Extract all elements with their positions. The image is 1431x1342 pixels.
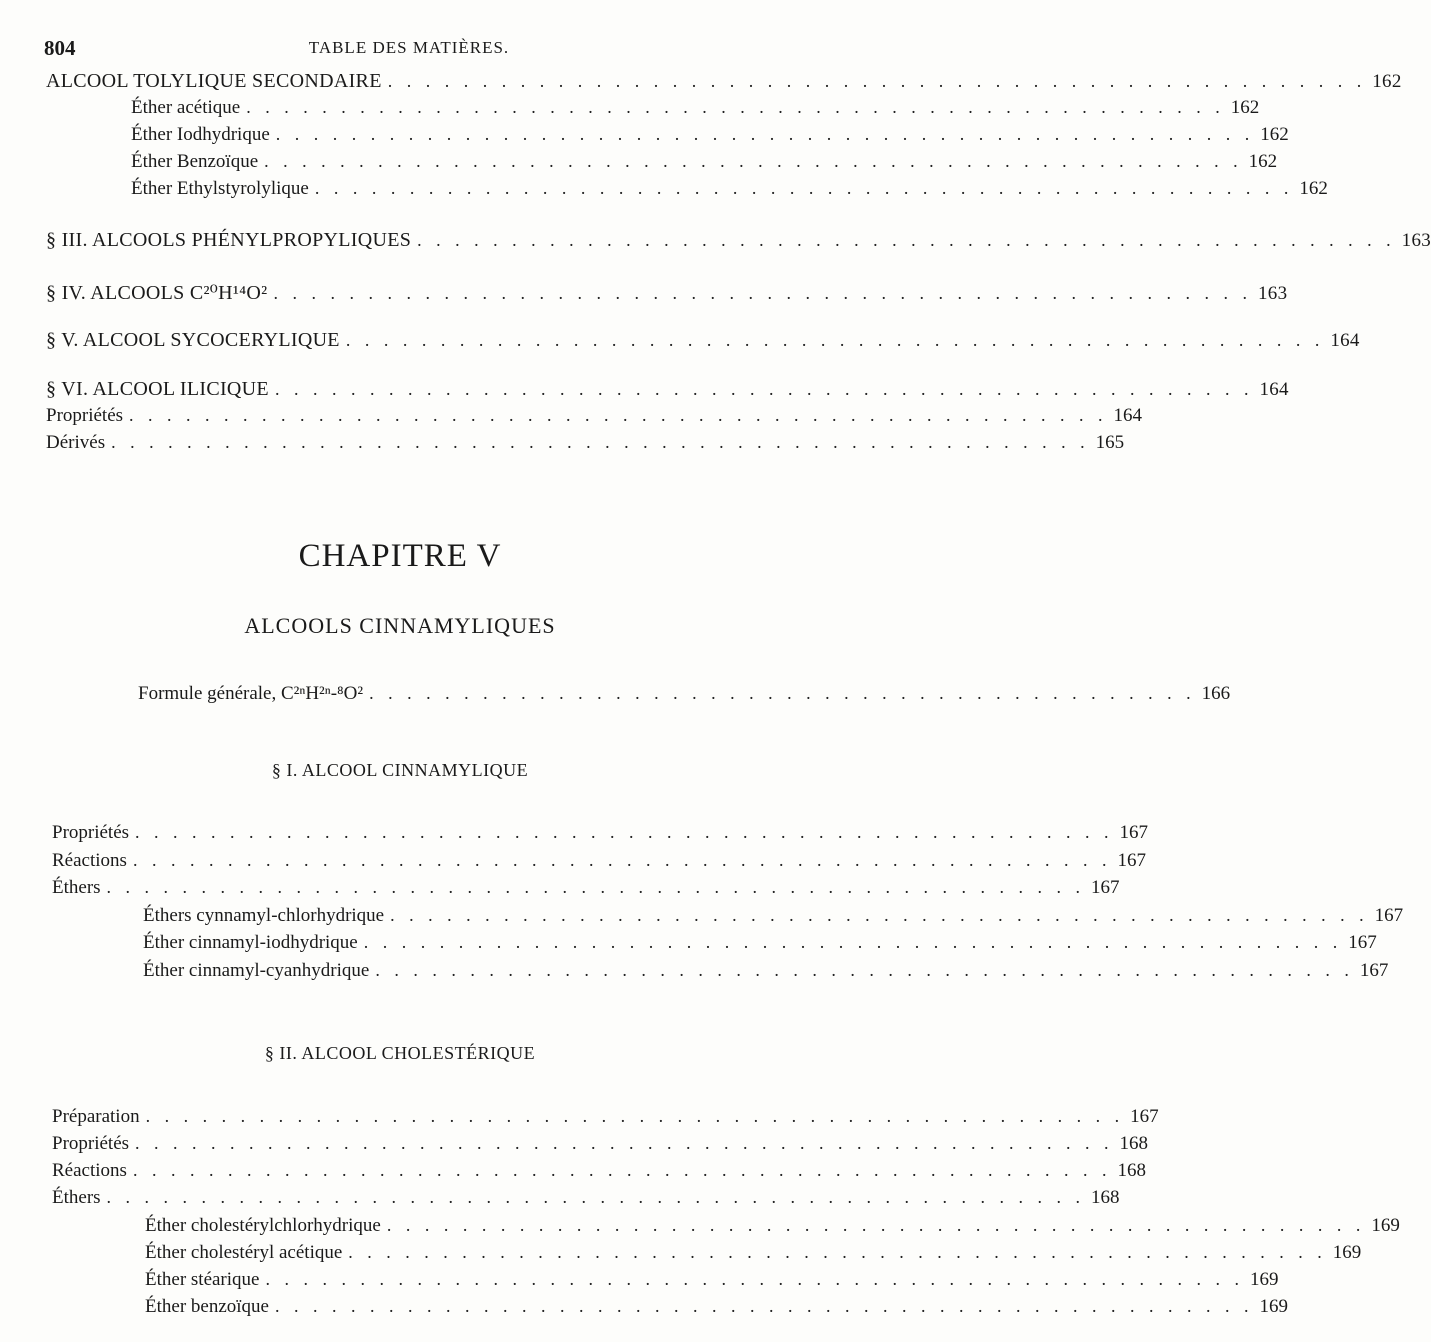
toc-entry-label: Réactions xyxy=(52,1160,127,1181)
toc-entry xyxy=(131,124,1289,152)
toc-entry xyxy=(52,877,1120,905)
toc-section xyxy=(46,378,1289,406)
leader-dots: . . . . . . . . . . . . . . . . . . . . . . . . . . . . . . . . . . . . . . . . . . . . . . . . . . . . xyxy=(264,151,1243,171)
leader-dots: . . . . . . . . . . . . . . . . . . . . . . . . . . . . . . . . . . . . . . . . . . . . . . . . . . . . xyxy=(135,1133,1114,1153)
leader-dots: . . . . . . . . . . . . . . . . . . . . . . . . . . . . . . . . . . . . . . . . . . . . . . . . . . . . xyxy=(145,1106,1125,1126)
toc-entry-page: 162 xyxy=(1230,97,1260,118)
formula-label: Formule générale, C²ⁿH²ⁿ-⁸O² xyxy=(138,683,364,704)
leader-dots: . . . . . . . . . . . . . . . . . . . . . . . . . . . . . . . . . . . . . . . . . . . . . . . . . . . . xyxy=(135,822,1114,842)
toc-entry-label: Éthers xyxy=(52,1187,101,1208)
toc-entry xyxy=(52,1187,1120,1215)
toc-entry-page: 162 xyxy=(1260,124,1289,145)
toc-entry-label: Éther Benzoïque xyxy=(131,151,259,172)
leader-dots: . . . . . . . . . . . . . . . . . . . . . . . . . . . . . . . . . . . . . . . . . . . . . . . . . . . . xyxy=(106,1187,1086,1207)
formula-page: 166 xyxy=(1201,683,1231,704)
toc-entry-page: 167 xyxy=(1374,905,1404,926)
chapter-title: CHAPITRE V xyxy=(298,538,502,574)
page-number: 804 xyxy=(44,36,76,60)
leader-dots: . . . . . . . . . . . . . . . . . . . . . . . . . . . . . . . . . . . . . . . . . . . . . . . . . . . . xyxy=(314,178,1294,198)
leader-dots: . . . . . . . . . . . . . . . . . . . . . . . . . . . . . . . . . . . . . . . . . . . . . . . . . . . . xyxy=(273,283,1252,303)
toc-entry xyxy=(145,1215,1400,1243)
chapter-subtitle: ALCOOLS CINNAMYLIQUES xyxy=(244,613,556,638)
leader-dots: . . . . . . . . . . . . . . . . . . . . . . . . . . . . . . . . . . . . . . . . . . . . . . . . . . . . xyxy=(386,1215,1366,1235)
toc-entry-page: 167 xyxy=(1348,932,1377,953)
toc-entry-label: Éthers cynnamyl-chlorhydrique xyxy=(143,905,385,926)
toc-entry xyxy=(131,97,1260,125)
leader-dots: . . . . . . . . . . . . . . . . . . . . . . . . . . . . . . . . . . . . . . . . . . . . xyxy=(369,683,1196,703)
toc-entry-label: Réactions xyxy=(52,850,127,871)
leader-dots: . . . . . . . . . . . . . . . . . . . . . . . . . . . . . . . . . . . . . . . . . . . . . . . . . . . . xyxy=(345,330,1325,350)
leader-dots: . . . . . . . . . . . . . . . . . . . . . . . . . . . . . . . . . . . . . . . . . . . . . . . . . . . . xyxy=(132,850,1112,870)
section-heading: § II. ALCOOL CHOLESTÉRIQUE xyxy=(264,1043,536,1063)
toc-section-label: § VI. ALCOOL ILICIQUE xyxy=(46,378,269,400)
toc-section-label: § V. ALCOOL SYCOCERYLIQUE xyxy=(46,329,340,351)
toc-entry-label: Éther cinnamyl-cyanhydrique xyxy=(143,960,370,981)
toc-section-label: § III. ALCOOLS PHÉNYLPROPYLIQUES xyxy=(46,229,412,251)
toc-entry-page: 169 xyxy=(1371,1215,1400,1236)
toc-section xyxy=(46,280,1288,308)
toc-entry-page: 162 xyxy=(1372,71,1402,92)
toc-entry-label: Propriétés xyxy=(52,822,130,843)
toc-entry-label: Éther stéarique xyxy=(145,1269,260,1290)
toc-section xyxy=(46,229,1431,257)
page-header xyxy=(44,36,774,66)
running-title: TABLE DES MATIÈRES. xyxy=(308,38,510,57)
toc-section-page: 164 xyxy=(1259,379,1289,400)
toc-entry-label: Propriétés xyxy=(46,405,124,426)
leader-dots: . . . . . . . . . . . . . . . . . . . . . . . . . . . . . . . . . . . . . . . . . . . . . . . . . . . . xyxy=(348,1242,1327,1262)
toc-entry xyxy=(52,1160,1146,1188)
leader-dots: . . . . . . . . . . . . . . . . . . . . . . . . . . . . . . . . . . . . . . . . . . . . . . . . . . . . xyxy=(129,405,1108,425)
toc-entry-page: 167 xyxy=(1359,960,1389,981)
leader-dots: . . . . . . . . . . . . . . . . . . . . . . . . . . . . . . . . . . . . . . . . . . . . . . . . . . . . xyxy=(274,379,1254,399)
toc-entry-page: 167 xyxy=(1091,877,1120,898)
toc-section xyxy=(46,329,1360,357)
toc-entry-label: Éther acétique xyxy=(131,97,241,118)
toc-entry-page: 165 xyxy=(1095,432,1125,453)
toc-entry-label: Éther cholestéryl acétique xyxy=(145,1242,343,1263)
toc-entry-label: Propriétés xyxy=(52,1133,130,1154)
toc-entry-page: 164 xyxy=(1113,405,1143,426)
toc-entry-page: 169 xyxy=(1249,1269,1279,1290)
toc-entry-label: Éther cinnamyl-iodhydrique xyxy=(143,932,358,953)
toc-entry-label: ALCOOL TOLYLIQUE SECONDAIRE xyxy=(46,70,382,92)
toc-entry-page: 162 xyxy=(1299,178,1328,199)
leader-dots: . . . . . . . . . . . . . . . . . . . . . . . . . . . . . . . . . . . . . . . . . . . . . . . . . . . . xyxy=(246,97,1225,117)
toc-entry xyxy=(52,1106,1159,1134)
leader-dots: . . . . . . . . . . . . . . . . . . . . . . . . . . . . . . . . . . . . . . . . . . . . . . . . . . . . xyxy=(390,905,1369,925)
section-heading: § I. ALCOOL CINNAMYLIQUE xyxy=(271,760,529,780)
leader-dots: . . . . . . . . . . . . . . . . . . . . . . . . . . . . . . . . . . . . . . . . . . . . . . . . . . . . xyxy=(375,960,1354,980)
leader-dots: . . . . . . . . . . . . . . . . . . . . . . . . . . . . . . . . . . . . . . . . . . . . . . . . . . . . xyxy=(417,230,1396,250)
toc-entry xyxy=(131,178,1328,206)
toc-section-label: § IV. ALCOOLS C²⁰H¹⁴O² xyxy=(46,282,268,304)
leader-dots: . . . . . . . . . . . . . . . . . . . . . . . . . . . . . . . . . . . . . . . . . . . . . . . . . . . . xyxy=(106,877,1086,897)
leader-dots: . . . . . . . . . . . . . . . . . . . . . . . . . . . . . . . . . . . . . . . . . . . . . . . . . . . . xyxy=(363,932,1343,952)
toc-entry-label: Éther Ethylstyrolylique xyxy=(131,178,309,199)
toc-entry xyxy=(143,932,1377,960)
toc-entry xyxy=(46,432,1125,460)
toc-entry-label: Éther cholestérylchlorhydrique xyxy=(145,1215,381,1236)
toc-entry xyxy=(145,1296,1288,1324)
toc-section-page: 163 xyxy=(1257,283,1288,304)
toc-entry xyxy=(143,905,1404,933)
toc-entry xyxy=(46,405,1143,433)
toc-entry-label: Préparation xyxy=(52,1106,140,1127)
toc-entry xyxy=(52,822,1149,850)
toc-entry-page: 169 xyxy=(1259,1296,1288,1317)
toc-entry-label: Éthers xyxy=(52,877,101,898)
toc-entry xyxy=(52,1133,1149,1161)
leader-dots: . . . . . . . . . . . . . . . . . . . . . . . . . . . . . . . . . . . . . . . . . . . . . . . . . . . . xyxy=(265,1269,1244,1289)
leader-dots: . . . . . . . . . . . . . . . . . . . . . . . . . . . . . . . . . . . . . . . . . . . . . . . . . . . . xyxy=(111,432,1090,452)
leader-dots: . . . . . . . . . . . . . . . . . . . . . . . . . . . . . . . . . . . . . . . . . . . . . . . . . . . . xyxy=(274,1296,1254,1316)
toc-entry-page: 168 xyxy=(1117,1160,1146,1181)
toc-entry-page: 167 xyxy=(1130,1106,1159,1127)
toc-entry xyxy=(46,70,1402,98)
toc-entry-page: 167 xyxy=(1119,822,1149,843)
leader-dots: . . . . . . . . . . . . . . . . . . . . . . . . . . . . . . . . . . . . . . . . . . . . . . . . . . . . xyxy=(387,71,1367,91)
toc-entry xyxy=(145,1242,1362,1270)
toc-entry-page: 169 xyxy=(1332,1242,1362,1263)
leader-dots: . . . . . . . . . . . . . . . . . . . . . . . . . . . . . . . . . . . . . . . . . . . . . . . . . . . . xyxy=(275,124,1255,144)
toc-entry-label: Éther Iodhydrique xyxy=(131,124,270,145)
toc-entry-page: 168 xyxy=(1119,1133,1149,1154)
toc-entry xyxy=(131,151,1278,179)
toc-entry xyxy=(145,1269,1279,1297)
toc-entry-label: Éther benzoïque xyxy=(145,1296,269,1317)
formula-entry xyxy=(138,683,1231,711)
toc-section-page: 164 xyxy=(1330,330,1360,351)
toc-section-page: 163 xyxy=(1401,230,1431,251)
toc-entry xyxy=(52,850,1146,878)
toc-entry-page: 162 xyxy=(1248,151,1278,172)
leader-dots: . . . . . . . . . . . . . . . . . . . . . . . . . . . . . . . . . . . . . . . . . . . . . . . . . . . . xyxy=(132,1160,1112,1180)
toc-entry-page: 167 xyxy=(1117,850,1146,871)
toc-entry-page: 168 xyxy=(1091,1187,1120,1208)
toc-entry xyxy=(143,960,1389,988)
toc-entry-label: Dérivés xyxy=(46,432,106,453)
